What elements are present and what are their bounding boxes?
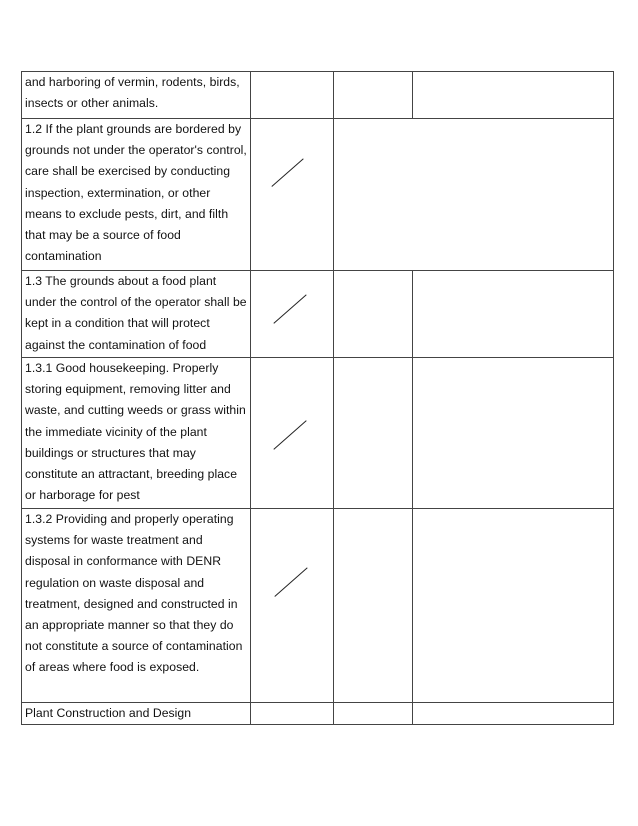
check-cell [251,119,334,271]
table-row [22,703,614,725]
remarks-cell [413,271,614,358]
status-cell [334,703,413,725]
item-text: 1.3.1 Good housekeeping. Properly storing equipment, removing litter and waste, and cutting weeds or grass within the immediate vicinity of the plant buildings or structures that may constitute an attractant, breeding place or harborage for pest [25,361,246,503]
check-mark-icon [251,358,333,508]
item-cell [22,271,251,358]
item-cell [22,119,251,271]
remarks-cell [413,72,614,119]
item-cell [22,358,251,509]
remarks-cell [334,119,614,271]
check-mark-icon [251,119,333,270]
item-text: and harboring of vermin, rodents, birds, insects or other animals. [25,75,240,111]
status-cell [334,509,413,703]
status-cell [251,703,334,725]
status-cell [251,72,334,119]
table-row [22,119,614,271]
item-text: 1.3.2 Providing and properly operating systems for waste treatment and disposal in conformance with DENR regulation on waste disposal and treatment, designed and constructed in an appropriate manner so that they do not constitute a source of contamination of areas where food is exposed. [25,512,243,675]
item-cell [22,72,251,119]
table-row [22,358,614,509]
check-cell [251,271,334,358]
item-text: 1.3 The grounds about a food plant under the control of the operator shall be kept in a condition that will protect against the contamination of food [25,274,247,352]
item-cell [22,703,251,725]
item-text: 1.2 If the plant grounds are bordered by grounds not under the operator's control, care shall be exercised by conducting inspection, extermination, or other means to exclude pests, dirt, and filth that may be a source of food contamination [25,122,247,264]
check-mark-icon [251,509,333,702]
table-row [22,509,614,703]
section-heading: Plant Construction and Design [25,706,192,720]
status-cell [334,72,413,119]
checklist-table [21,71,614,725]
check-mark-icon [251,271,333,357]
status-cell [334,271,413,358]
status-cell [334,358,413,509]
table-row [22,72,614,119]
remarks-cell [413,358,614,509]
remarks-cell [413,509,614,703]
item-cell [22,509,251,703]
table-row [22,271,614,358]
check-cell [251,509,334,703]
check-cell [251,358,334,509]
remarks-cell [413,703,614,725]
